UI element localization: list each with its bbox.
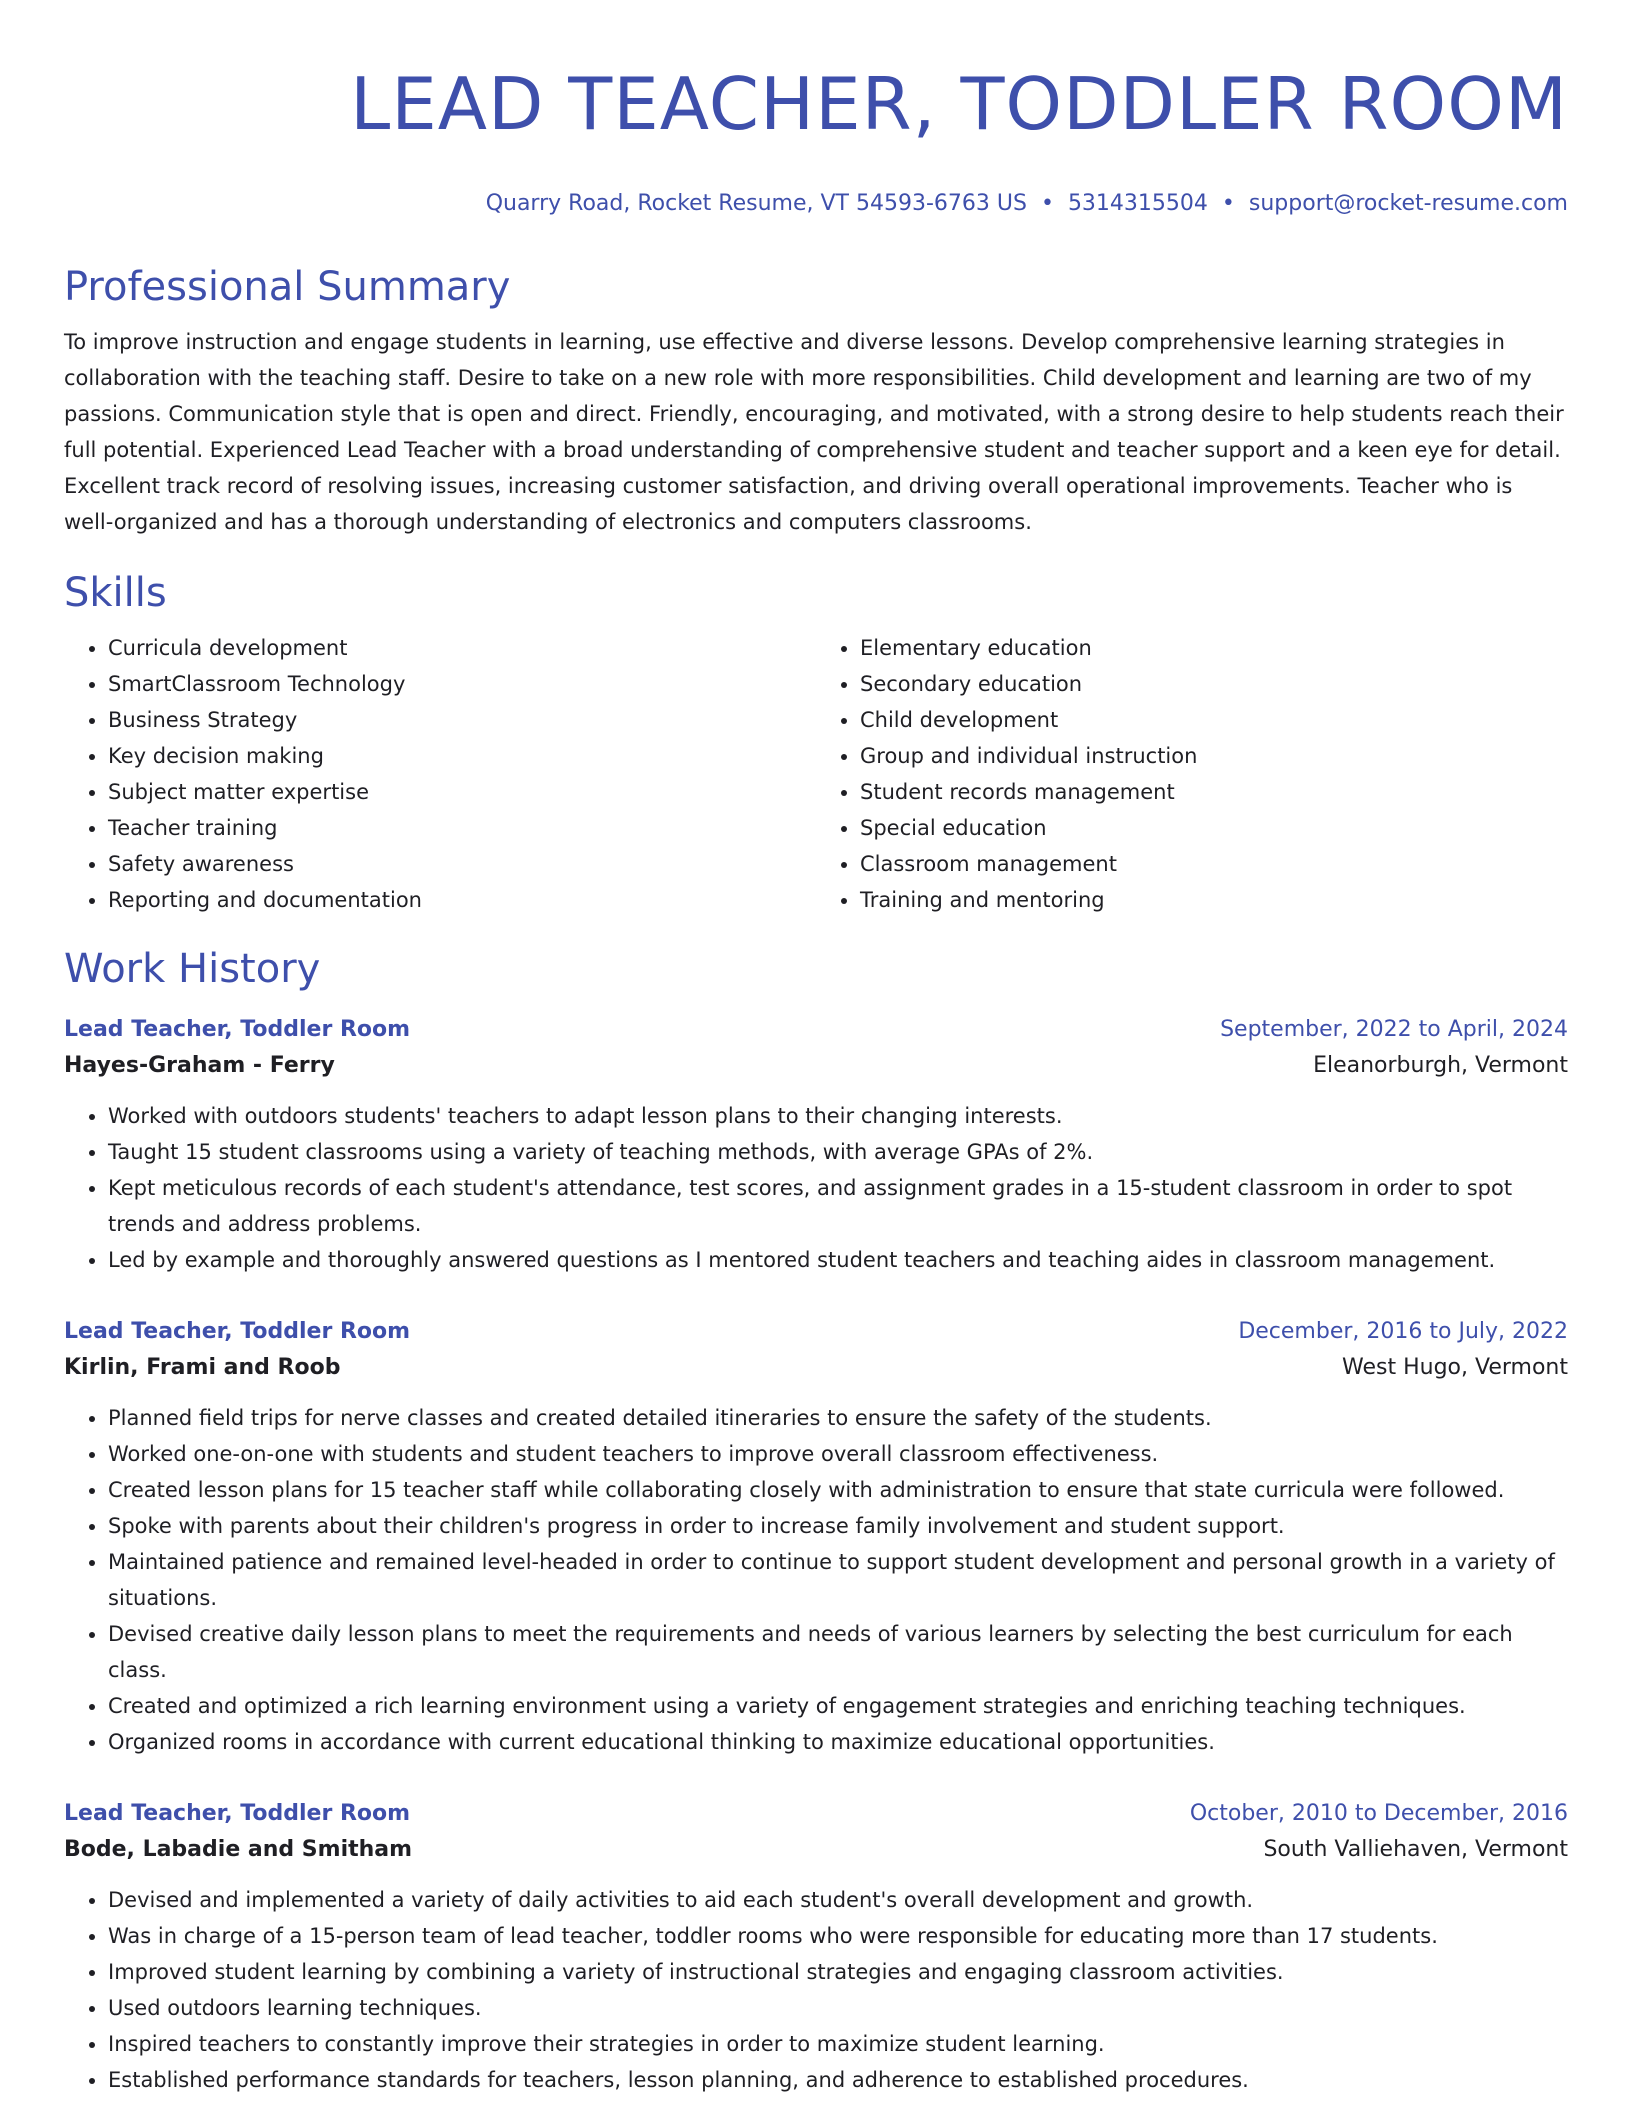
job-bullets — [64, 1098, 1568, 1278]
skill-item: • Group and individual instruction — [860, 738, 1568, 774]
job-bullets — [64, 1882, 1568, 2098]
resume-name: LEAD TEACHER, TODDLER ROOM — [350, 62, 1568, 146]
job-bullet: • Created lesson plans for 15 teacher staff while collaborating closely with administration to ensure that state curricula were followed. — [108, 1472, 1568, 1508]
skill-item: • Teacher training — [108, 810, 816, 846]
job-bullet: • Kept meticulous records of each student's attendance, test scores, and assignment grades in a 15-student classroom in order to spot trends and address problems. — [108, 1170, 1568, 1242]
contact-separator: • — [1040, 191, 1054, 216]
job-bullet: • Used outdoors learning techniques. — [108, 1990, 1568, 2026]
job-title: Lead Teacher, Toddler Room — [64, 1017, 411, 1042]
job-bullet: • Devised creative daily lesson plans to meet the requirements and needs of various learners by selecting the best curriculum for each class. — [108, 1616, 1568, 1688]
contact-separator: • — [1221, 191, 1235, 216]
skill-item: • Reporting and documentation — [108, 882, 816, 918]
summary-text: To improve instruction and engage students in learning, use effective and diverse lessons. Develop comprehensive learning strategies in collaboration with the teaching staff. Desire to take on a new role with more responsibilities. Child development and learning are two of my passions. Communication style that is open and direct. Friendly, encouraging, and motivated, with a strong desire to help students reach their full potential. Experienced Lead Teacher with a broad understanding of comprehensive student and teacher support and a keen eye for detail. Excellent track record of resolving issues, increasing customer satisfaction, and driving overall operational improvements. Teacher who is well-organized and has a thorough understanding of electronics and computers classrooms. — [64, 330, 1564, 534]
skill-item: • Safety awareness — [108, 846, 816, 882]
skill-item: • Child development — [860, 702, 1568, 738]
job-bullet: • Inspired teachers to constantly improve their strategies in order to maximize student learning. — [108, 2026, 1568, 2062]
job-bullet: • Maintained patience and remained level-headed in order to continue to support student development and personal growth in a variety of situations. — [108, 1544, 1568, 1616]
job-title: Lead Teacher, Toddler Room — [64, 1801, 411, 1826]
company-name: Hayes-Graham - Ferry — [64, 1053, 335, 1078]
job-bullet: • Spoke with parents about their children's progress in order to increase family involvement and student support. — [108, 1508, 1568, 1544]
job-dates: October, 2010 to December, 2016 — [1189, 1801, 1568, 1826]
job-location: Eleanorburgh, Vermont — [1313, 1053, 1568, 1078]
job-header-row — [64, 1314, 1568, 1350]
contact-line — [64, 188, 1568, 220]
job-employer-row — [64, 1832, 1568, 1868]
job-bullet: • Established performance standards for teachers, lesson planning, and adherence to established procedures. — [108, 2062, 1568, 2098]
job-bullet: • Organized rooms in accordance with current educational thinking to maximize educational opportunities. — [108, 1724, 1568, 1760]
job-bullet: • Improved student learning by combining a variety of instructional strategies and engaging classroom activities. — [108, 1954, 1568, 1990]
job-employer-row — [64, 1048, 1568, 1084]
job-header-row — [64, 1796, 1568, 1832]
skill-item: • Elementary education — [860, 630, 1568, 666]
skill-item: • Special education — [860, 810, 1568, 846]
job-bullet: • Worked with outdoors students' teachers to adapt lesson plans to their changing interests. — [108, 1098, 1568, 1134]
job-bullet: • Led by example and thoroughly answered questions as I mentored student teachers and teaching aides in classroom management. — [108, 1242, 1568, 1278]
skill-item: • Business Strategy — [108, 702, 816, 738]
job-entry — [64, 1314, 1568, 1760]
skills-heading: Skills — [64, 570, 167, 616]
skill-item: • Classroom management — [860, 846, 1568, 882]
skill-item: • Key decision making — [108, 738, 816, 774]
job-title: Lead Teacher, Toddler Room — [64, 1319, 411, 1344]
company-name: Kirlin, Frami and Roob — [64, 1355, 341, 1380]
job-location: West Hugo, Vermont — [1342, 1355, 1568, 1380]
job-bullets — [64, 1400, 1568, 1760]
job-bullet: • Taught 15 student classrooms using a variety of teaching methods, with average GPAs of 2%. — [108, 1134, 1568, 1170]
skill-item: • Curricula development — [108, 630, 816, 666]
job-bullet: • Planned field trips for nerve classes and created detailed itineraries to ensure the safety of the students. — [108, 1400, 1568, 1436]
summary-heading: Professional Summary — [64, 264, 511, 310]
job-dates: December, 2016 to July, 2022 — [1238, 1319, 1568, 1344]
skill-item: • Student records management — [860, 774, 1568, 810]
job-employer-row — [64, 1350, 1568, 1386]
job-bullet: • Worked one-on-one with students and student teachers to improve overall classroom effectiveness. — [108, 1436, 1568, 1472]
job-dates: September, 2022 to April, 2024 — [1220, 1017, 1568, 1042]
job-bullet: • Was in charge of a 15-person team of lead teacher, toddler rooms who were responsible for educating more than 17 students. — [108, 1918, 1568, 1954]
skill-item: • SmartClassroom Technology — [108, 666, 816, 702]
skills-column-left — [64, 630, 816, 918]
phone: 5314315504 — [1067, 191, 1208, 216]
job-location: South Valliehaven, Vermont — [1263, 1837, 1568, 1862]
skill-item: • Training and mentoring — [860, 882, 1568, 918]
email-link[interactable]: support@rocket-resume.com — [1248, 191, 1568, 216]
job-bullet: • Created and optimized a rich learning environment using a variety of engagement strategies and enriching teaching techniques. — [108, 1688, 1568, 1724]
skills-list — [64, 630, 1568, 918]
skill-item: • Subject matter expertise — [108, 774, 816, 810]
skill-item: • Secondary education — [860, 666, 1568, 702]
job-header-row — [64, 1012, 1568, 1048]
job-entry — [64, 1796, 1568, 2098]
job-entry — [64, 1012, 1568, 1278]
work-history-heading: Work History — [64, 946, 321, 992]
address: Quarry Road, Rocket Resume, VT 54593-6763 US — [485, 191, 1027, 216]
job-bullet: • Devised and implemented a variety of daily activities to aid each student's overall development and growth. — [108, 1882, 1568, 1918]
skills-column-right — [816, 630, 1568, 918]
company-name: Bode, Labadie and Smitham — [64, 1837, 413, 1862]
